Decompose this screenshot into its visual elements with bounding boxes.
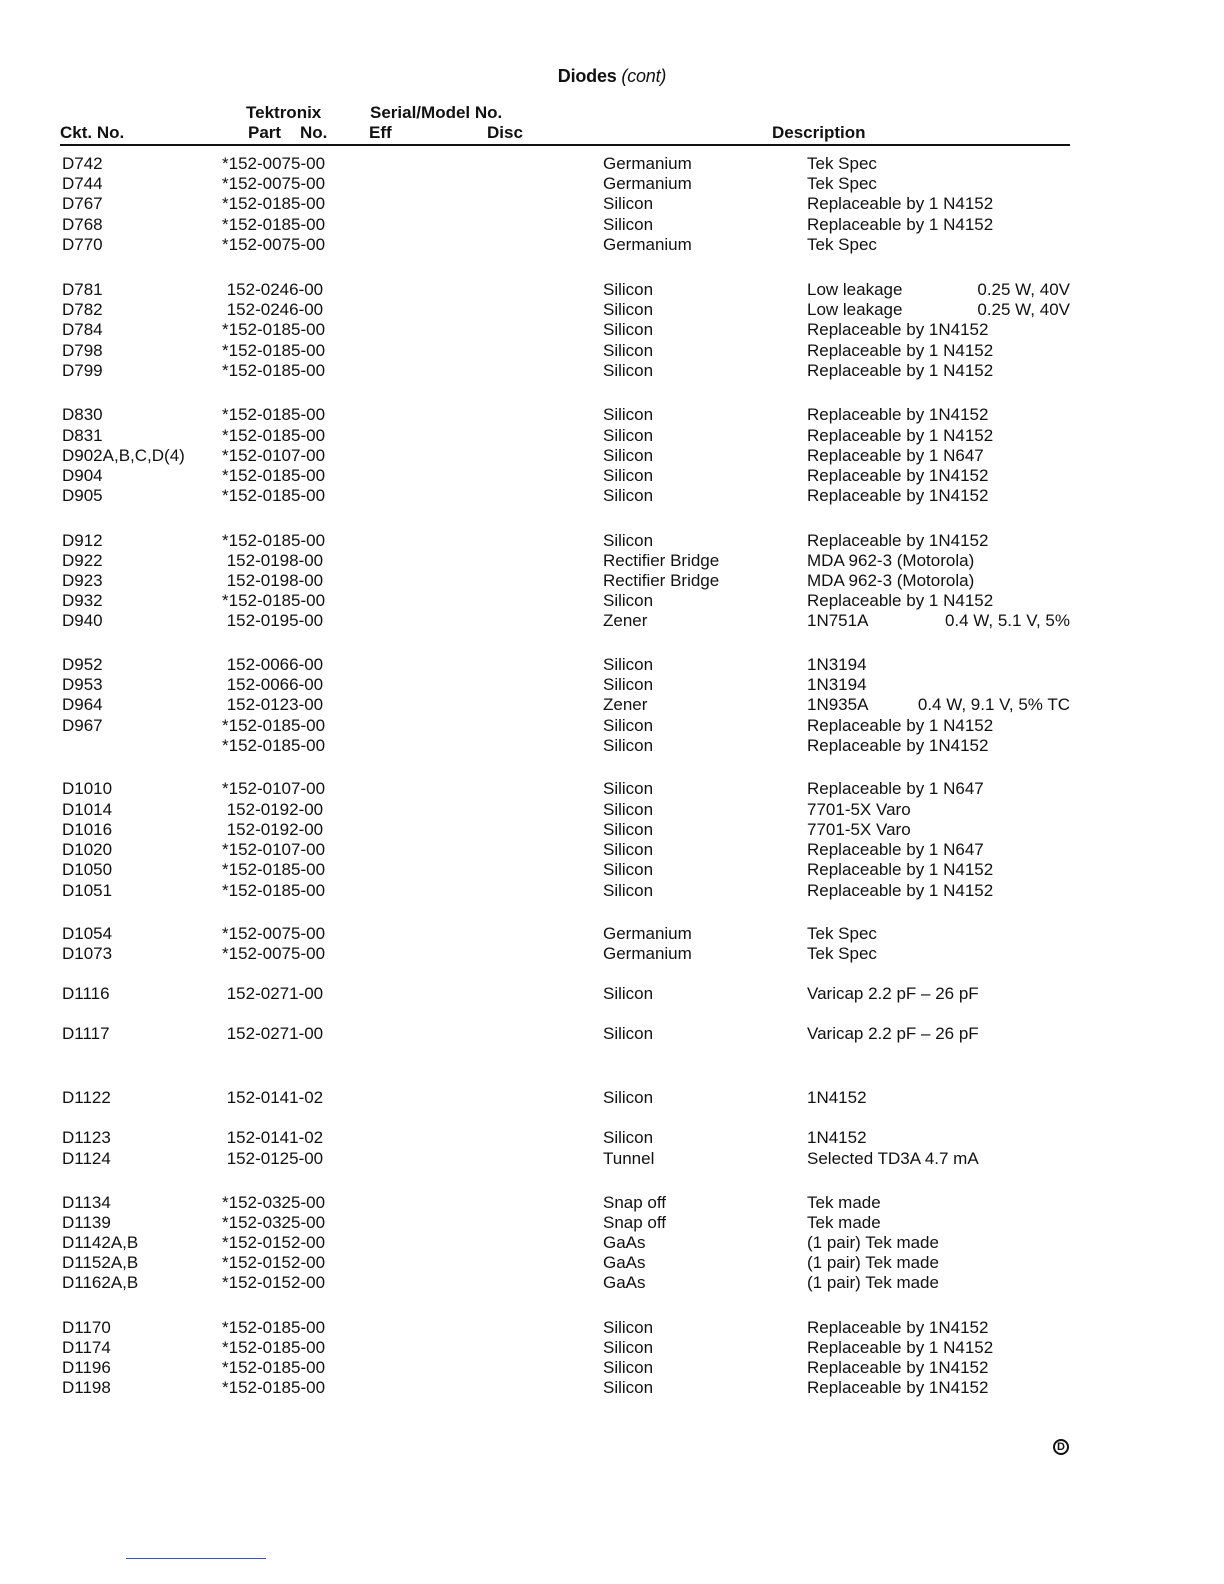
part-no-cell: *152-0185-00 xyxy=(222,215,326,234)
description-cell: Varicap 2.2 pF – 26 pF xyxy=(807,984,979,1003)
table-row xyxy=(0,466,1224,487)
part-no-cell: *152-0185-00 xyxy=(222,405,326,424)
part-no-cell: *152-0075-00 xyxy=(222,174,326,193)
table-row xyxy=(0,800,1224,821)
type-cell: Germanium xyxy=(603,944,692,963)
part-no-cell: 152-0195-00 xyxy=(222,611,324,630)
rating-cell: 0.25 W, 40V xyxy=(977,300,1070,319)
title-suffix: (cont) xyxy=(621,66,667,86)
ckt-no-cell: D953 xyxy=(62,675,103,694)
part-no-cell: *152-0325-00 xyxy=(222,1213,326,1232)
ckt-no-cell: D767 xyxy=(62,194,103,213)
part-no-cell: 152-0066-00 xyxy=(222,655,324,674)
description-cell: Replaceable by 1N4152 xyxy=(807,736,989,755)
table-row xyxy=(0,174,1224,195)
table-row xyxy=(0,675,1224,696)
header-description: Description xyxy=(772,123,866,142)
ckt-no-cell: D1124 xyxy=(62,1149,111,1168)
description-cell: 1N751A xyxy=(807,611,869,630)
type-cell: Silicon xyxy=(603,1318,654,1337)
description-cell: Replaceable by 1 N4152 xyxy=(807,860,994,879)
part-no-cell: 152-0192-00 xyxy=(222,820,324,839)
table-row xyxy=(0,1128,1224,1149)
ckt-no-cell: D1014 xyxy=(62,800,113,819)
part-no-cell: 152-0141-02 xyxy=(222,1128,324,1147)
table-row xyxy=(0,215,1224,236)
table-row xyxy=(0,924,1224,945)
ckt-no-cell: D1152A,B xyxy=(62,1253,139,1272)
description-cell: Replaceable by 1 N647 xyxy=(807,446,984,465)
description-cell: Tek Spec xyxy=(807,235,877,254)
table-row xyxy=(0,984,1224,1005)
description-cell: (1 pair) Tek made xyxy=(807,1253,939,1272)
type-cell: Tunnel xyxy=(603,1149,655,1168)
table-row xyxy=(0,881,1224,902)
table-row xyxy=(0,446,1224,467)
description-cell: 7701-5X Varo xyxy=(807,820,911,839)
part-no-cell: *152-0075-00 xyxy=(222,924,326,943)
table-row xyxy=(0,551,1224,572)
type-cell: Silicon xyxy=(603,1358,654,1377)
header-disc: Disc xyxy=(487,123,523,142)
type-cell: Silicon xyxy=(603,341,654,360)
table-row xyxy=(0,1318,1224,1339)
table-row xyxy=(0,1193,1224,1214)
part-no-cell: *152-0185-00 xyxy=(222,1318,326,1337)
part-no-cell: *152-0185-00 xyxy=(222,486,326,505)
part-no-cell: *152-0185-00 xyxy=(222,1378,326,1397)
table-row xyxy=(0,1273,1224,1294)
ckt-no-cell: D1051 xyxy=(62,881,113,900)
ckt-no-cell: D904 xyxy=(62,466,103,485)
table-row xyxy=(0,779,1224,800)
table-row xyxy=(0,860,1224,881)
table-row xyxy=(0,405,1224,426)
description-cell: Tek made xyxy=(807,1213,881,1232)
table-row xyxy=(0,361,1224,382)
type-cell: Silicon xyxy=(603,361,654,380)
description-cell: Replaceable by 1 N4152 xyxy=(807,716,994,735)
table-row xyxy=(0,1213,1224,1234)
part-no-cell: 152-0123-00 xyxy=(222,695,324,714)
part-no-cell: *152-0152-00 xyxy=(222,1233,326,1252)
ckt-no-cell: D1123 xyxy=(62,1128,111,1147)
description-cell: Replaceable by 1N4152 xyxy=(807,405,989,424)
description-cell: Tek Spec xyxy=(807,174,877,193)
table-row xyxy=(0,1149,1224,1170)
type-cell: Germanium xyxy=(603,235,692,254)
type-cell: Silicon xyxy=(603,675,654,694)
table-row xyxy=(0,154,1224,175)
description-cell: Replaceable by 1N4152 xyxy=(807,1358,989,1377)
part-no-cell: *152-0152-00 xyxy=(222,1253,326,1272)
type-cell: Zener xyxy=(603,611,648,630)
part-no-cell: *152-0075-00 xyxy=(222,235,326,254)
table-row xyxy=(0,426,1224,447)
part-no-cell: *152-0185-00 xyxy=(222,361,326,380)
table-row xyxy=(0,944,1224,965)
type-cell: Silicon xyxy=(603,486,654,505)
type-cell: Silicon xyxy=(603,426,654,445)
ckt-no-cell: D923 xyxy=(62,571,103,590)
type-cell: Snap off xyxy=(603,1193,667,1212)
type-cell: Silicon xyxy=(603,466,654,485)
type-cell: Silicon xyxy=(603,860,654,879)
description-cell: 1N935A xyxy=(807,695,869,714)
table-row xyxy=(0,1358,1224,1379)
type-cell: Silicon xyxy=(603,840,654,859)
ckt-no-cell: D784 xyxy=(62,320,103,339)
ckt-no-cell: D1117 xyxy=(62,1024,110,1043)
table-row xyxy=(0,695,1224,716)
part-no-cell: *152-0075-00 xyxy=(222,154,326,173)
part-no-cell: 152-0246-00 xyxy=(222,280,324,299)
type-cell: Silicon xyxy=(603,779,654,798)
description-cell: Replaceable by 1 N4152 xyxy=(807,194,994,213)
revision-mark: D xyxy=(1053,1439,1069,1455)
ckt-no-cell: D1122 xyxy=(62,1088,111,1107)
part-no-cell: *152-0185-00 xyxy=(222,426,326,445)
ckt-no-cell: D831 xyxy=(62,426,103,445)
type-cell: Silicon xyxy=(603,1024,654,1043)
description-cell: Replaceable by 1 N647 xyxy=(807,840,984,859)
part-no-cell: *152-0185-00 xyxy=(222,341,326,360)
rating-cell: 0.25 W, 40V xyxy=(977,280,1070,299)
table-row xyxy=(0,531,1224,552)
ckt-no-cell: D922 xyxy=(62,551,103,570)
description-cell: Low leakage xyxy=(807,280,903,299)
description-cell: Selected TD3A 4.7 mA xyxy=(807,1149,979,1168)
part-no-cell: *152-0185-00 xyxy=(222,860,326,879)
ckt-no-cell: D1116 xyxy=(62,984,110,1003)
table-row xyxy=(0,194,1224,215)
header-serial-model: Serial/Model No. xyxy=(370,103,503,122)
part-no-cell: *152-0185-00 xyxy=(222,531,326,550)
table-row xyxy=(0,280,1224,301)
ckt-no-cell: D1196 xyxy=(62,1358,111,1377)
table-row xyxy=(0,300,1224,321)
type-cell: GaAs xyxy=(603,1273,646,1292)
table-row xyxy=(0,591,1224,612)
description-cell: Replaceable by 1N4152 xyxy=(807,466,989,485)
type-cell: Silicon xyxy=(603,320,654,339)
type-cell: Silicon xyxy=(603,531,654,550)
part-no-cell: *152-0107-00 xyxy=(222,779,326,798)
description-cell: Replaceable by 1N4152 xyxy=(807,1378,989,1397)
table-row xyxy=(0,840,1224,861)
description-cell: Replaceable by 1 N4152 xyxy=(807,215,994,234)
ckt-no-cell: D1162A,B xyxy=(62,1273,139,1292)
type-cell: Germanium xyxy=(603,924,692,943)
part-no-cell: *152-0185-00 xyxy=(222,466,326,485)
ckt-no-cell: D932 xyxy=(62,591,103,610)
type-cell: Silicon xyxy=(603,215,654,234)
part-no-cell: 152-0141-02 xyxy=(222,1088,324,1107)
ckt-no-cell: D1142A,B xyxy=(62,1233,139,1252)
type-cell: Silicon xyxy=(603,984,654,1003)
table-row xyxy=(0,1378,1224,1399)
table-row xyxy=(0,1024,1224,1045)
rating-cell: 0.4 W, 9.1 V, 5% TC xyxy=(917,695,1070,714)
type-cell: Zener xyxy=(603,695,648,714)
type-cell: Silicon xyxy=(603,446,654,465)
ckt-no-cell: D1054 xyxy=(62,924,113,943)
ckt-no-cell: D830 xyxy=(62,405,103,424)
type-cell: Germanium xyxy=(603,174,692,193)
table-row xyxy=(0,341,1224,362)
type-cell: Silicon xyxy=(603,881,654,900)
type-cell: Rectifier Bridge xyxy=(603,571,720,590)
part-no-cell: 152-0271-00 xyxy=(222,984,324,1003)
description-cell: Replaceable by 1 N4152 xyxy=(807,361,994,380)
description-cell: (1 pair) Tek made xyxy=(807,1233,939,1252)
description-cell: 7701-5X Varo xyxy=(807,800,911,819)
ckt-no-cell: D798 xyxy=(62,341,103,360)
table-row xyxy=(0,1088,1224,1109)
description-cell: Replaceable by 1 N4152 xyxy=(807,1338,994,1357)
type-cell: Silicon xyxy=(603,1378,654,1397)
part-no-cell: *152-0152-00 xyxy=(222,1273,326,1292)
table-row xyxy=(0,655,1224,676)
table-row xyxy=(0,736,1224,757)
part-no-cell: *152-0107-00 xyxy=(222,446,326,465)
table-row xyxy=(0,486,1224,507)
type-cell: Silicon xyxy=(603,736,654,755)
type-cell: Silicon xyxy=(603,1338,654,1357)
ckt-no-cell: D1134 xyxy=(62,1193,111,1212)
ckt-no-cell: D781 xyxy=(62,280,103,299)
type-cell: Silicon xyxy=(603,1088,654,1107)
ckt-no-cell: D1198 xyxy=(62,1378,111,1397)
ckt-no-cell: D770 xyxy=(62,235,103,254)
description-cell: Replaceable by 1 N4152 xyxy=(807,591,994,610)
header-tektronix: Tektronix xyxy=(246,103,322,122)
ckt-no-cell: D742 xyxy=(62,154,103,173)
part-no-cell: 152-0271-00 xyxy=(222,1024,324,1043)
table-row xyxy=(0,571,1224,592)
footer-line xyxy=(126,1558,266,1559)
type-cell: Silicon xyxy=(603,820,654,839)
description-cell: Replaceable by 1 N4152 xyxy=(807,341,994,360)
ckt-no-cell: D940 xyxy=(62,611,103,630)
type-cell: Silicon xyxy=(603,655,654,674)
description-cell: MDA 962-3 (Motorola) xyxy=(807,551,975,570)
part-no-cell: 152-0192-00 xyxy=(222,800,324,819)
ckt-no-cell: D799 xyxy=(62,361,103,380)
ckt-no-cell: D744 xyxy=(62,174,103,193)
type-cell: GaAs xyxy=(603,1233,646,1252)
description-cell: Replaceable by 1 N4152 xyxy=(807,426,994,445)
description-cell: Low leakage xyxy=(807,300,903,319)
part-no-cell: *152-0075-00 xyxy=(222,944,326,963)
part-no-cell: 152-0066-00 xyxy=(222,675,324,694)
part-no-cell: 152-0198-00 xyxy=(222,551,324,570)
part-no-cell: *152-0185-00 xyxy=(222,591,326,610)
type-cell: Silicon xyxy=(603,405,654,424)
type-cell: Silicon xyxy=(603,1128,654,1147)
description-cell: 1N3194 xyxy=(807,675,867,694)
part-no-cell: *152-0185-00 xyxy=(222,881,326,900)
type-cell: Silicon xyxy=(603,300,654,319)
description-cell: Tek Spec xyxy=(807,154,877,173)
ckt-no-cell: D902A,B,C,D(4) xyxy=(62,446,185,465)
table-row xyxy=(0,1338,1224,1359)
table-row xyxy=(0,716,1224,737)
part-no-cell: 152-0198-00 xyxy=(222,571,324,590)
part-no-cell: *152-0185-00 xyxy=(222,1358,326,1377)
table-row xyxy=(0,611,1224,632)
type-cell: Silicon xyxy=(603,194,654,213)
type-cell: Snap off xyxy=(603,1213,667,1232)
ckt-no-cell: D967 xyxy=(62,716,103,735)
description-cell: MDA 962-3 (Motorola) xyxy=(807,571,975,590)
description-cell: Replaceable by 1 N4152 xyxy=(807,881,994,900)
ckt-no-cell: D1073 xyxy=(62,944,113,963)
description-cell: Replaceable by 1N4152 xyxy=(807,1318,989,1337)
ckt-no-cell: D1170 xyxy=(62,1318,111,1337)
title-text: Diodes xyxy=(557,66,617,86)
type-cell: Silicon xyxy=(603,591,654,610)
part-no-cell: 152-0246-00 xyxy=(222,300,324,319)
ckt-no-cell: D1050 xyxy=(62,860,113,879)
header-ckt-no: Ckt. No. xyxy=(60,123,125,142)
ckt-no-cell: D782 xyxy=(62,300,103,319)
description-cell: Tek made xyxy=(807,1193,881,1212)
ckt-no-cell: D1010 xyxy=(62,779,113,798)
ckt-no-cell: D905 xyxy=(62,486,103,505)
type-cell: Silicon xyxy=(603,800,654,819)
description-cell: Replaceable by 1N4152 xyxy=(807,486,989,505)
table-row xyxy=(0,1253,1224,1274)
description-cell: 1N3194 xyxy=(807,655,867,674)
description-cell: Replaceable by 1N4152 xyxy=(807,531,989,550)
part-no-cell: *152-0185-00 xyxy=(222,1338,326,1357)
table-row xyxy=(0,1233,1224,1254)
ckt-no-cell: D1139 xyxy=(62,1213,111,1232)
type-cell: Germanium xyxy=(603,154,692,173)
part-no-cell: *152-0325-00 xyxy=(222,1193,326,1212)
rating-cell: 0.4 W, 5.1 V, 5% xyxy=(944,611,1070,630)
description-cell: Tek Spec xyxy=(807,944,877,963)
part-no-cell: 152-0125-00 xyxy=(222,1149,324,1168)
table-row xyxy=(0,235,1224,256)
description-cell: 1N4152 xyxy=(807,1128,867,1147)
part-no-cell: *152-0107-00 xyxy=(222,840,326,859)
type-cell: Silicon xyxy=(603,280,654,299)
ckt-no-cell: D1020 xyxy=(62,840,113,859)
part-no-cell: *152-0185-00 xyxy=(222,716,326,735)
description-cell: 1N4152 xyxy=(807,1088,867,1107)
description-cell: Replaceable by 1N4152 xyxy=(807,320,989,339)
description-cell: Replaceable by 1 N647 xyxy=(807,779,984,798)
ckt-no-cell: D768 xyxy=(62,215,103,234)
header-eff: Eff xyxy=(369,123,392,142)
header-part-no: Part No. xyxy=(248,123,328,142)
ckt-no-cell: D964 xyxy=(62,695,103,714)
ckt-no-cell: D912 xyxy=(62,531,103,550)
part-no-cell: *152-0185-00 xyxy=(222,736,326,755)
part-no-cell: *152-0185-00 xyxy=(222,320,326,339)
table-row xyxy=(0,820,1224,841)
description-cell: Varicap 2.2 pF – 26 pF xyxy=(807,1024,979,1043)
type-cell: Silicon xyxy=(603,716,654,735)
description-cell: Tek Spec xyxy=(807,924,877,943)
ckt-no-cell: D1016 xyxy=(62,820,113,839)
description-cell: (1 pair) Tek made xyxy=(807,1273,939,1292)
table-row xyxy=(0,320,1224,341)
part-no-cell: *152-0185-00 xyxy=(222,194,326,213)
ckt-no-cell: D952 xyxy=(62,655,103,674)
type-cell: GaAs xyxy=(603,1253,646,1272)
ckt-no-cell: D1174 xyxy=(62,1338,111,1357)
type-cell: Rectifier Bridge xyxy=(603,551,720,570)
